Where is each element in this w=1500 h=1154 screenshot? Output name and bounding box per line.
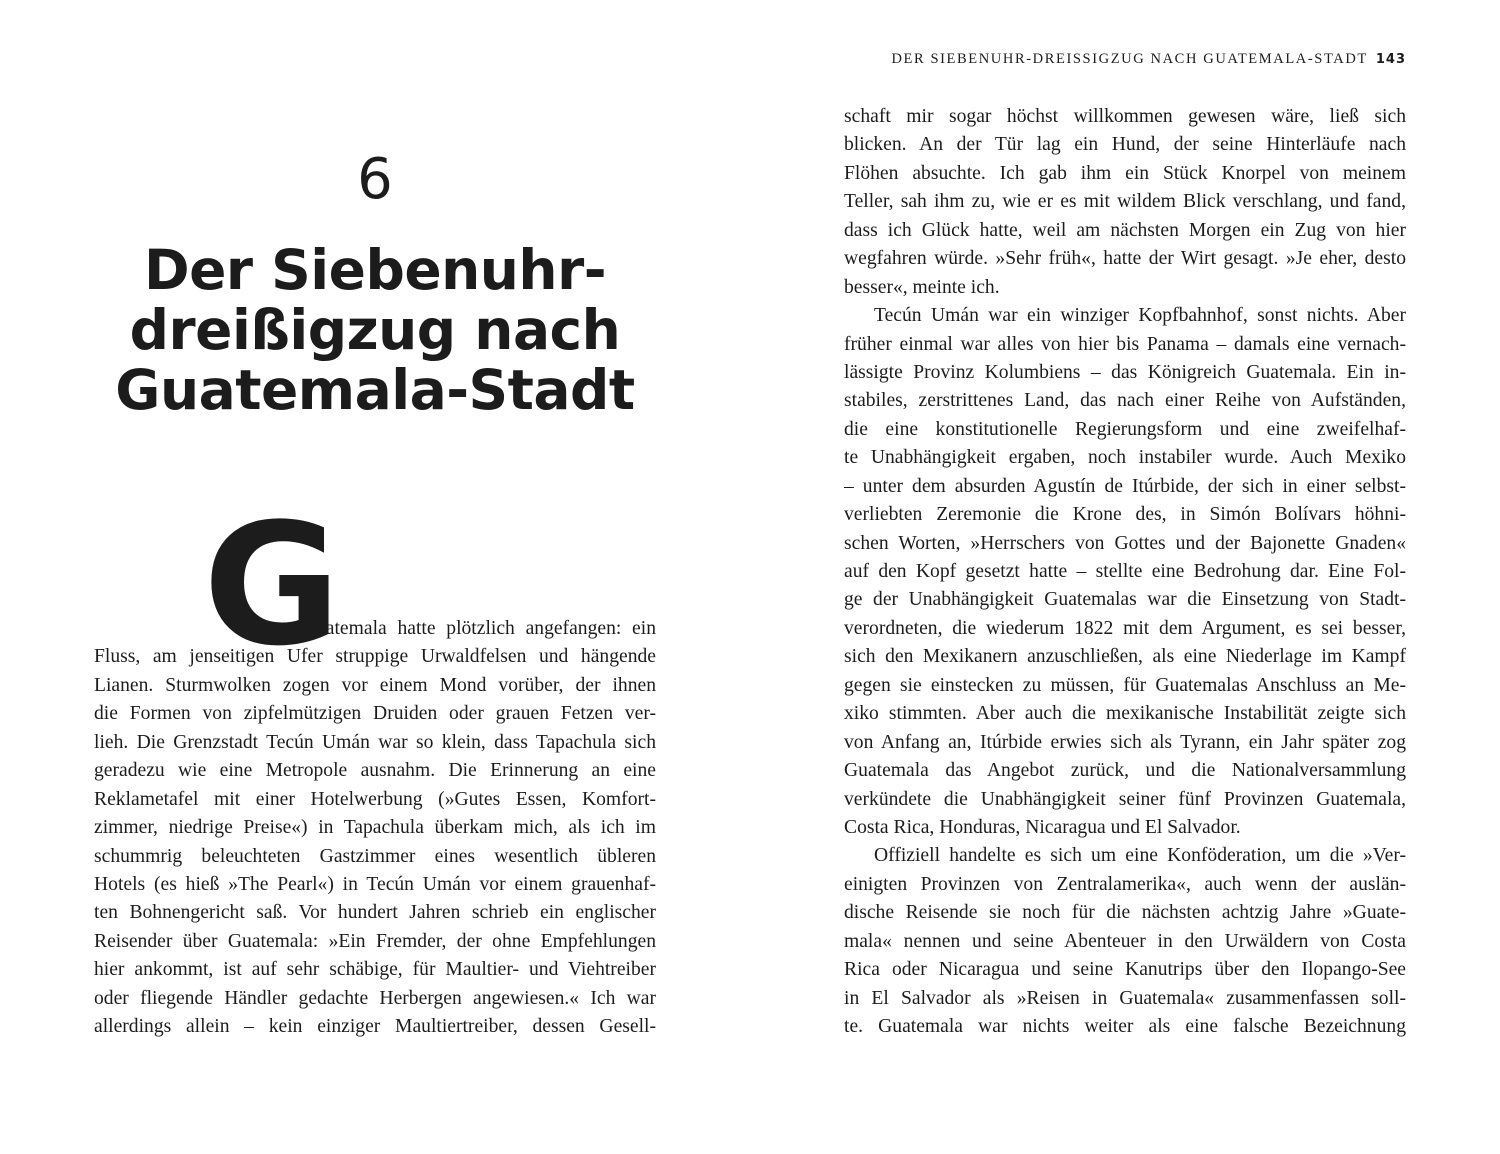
chapter-title-line: Der Siebenuhr- xyxy=(143,238,607,302)
text-line: dische Reisende sie noch für die nächsten achtzig Jahre »Guate- xyxy=(844,902,1406,924)
text-line: lieh. Die Grenzstadt Tecún Umán war so klein, dass Tapachula sich xyxy=(94,731,656,753)
text-line: von Anfang an, Itúrbide erwies sich als Tyrann, ein Jahr später zog xyxy=(844,731,1406,753)
text-line: oder fliegende Händler gedachte Herbergen angewiesen.« Ich war xyxy=(94,987,656,1009)
text-line: te. Guatemala war nichts weiter als eine falsche Bezeichnung xyxy=(844,1016,1406,1037)
text-line: die eine konstitutionelle Regierungsform und eine zweifelhaf- xyxy=(844,418,1406,440)
text-line: dass ich Glück hatte, weil am nächsten Morgen ein Zug von hier xyxy=(844,219,1406,241)
text-line: ten Bohnengericht saß. Vor hundert Jahren schrieb ein englischer xyxy=(94,902,656,924)
text-line: ge der Unabhängigkeit Guatemalas war die Einsetzung von Stadt- xyxy=(844,589,1406,611)
text-line: stabiles, zerstrittenes Land, das nach einer Reihe von Aufständen, xyxy=(844,390,1406,412)
text-line: schaft mir sogar höchst willkommen gewesen wäre, ließ sich xyxy=(844,106,1406,127)
text-line: Costa Rica, Honduras, Nicaragua und El Salvador. xyxy=(844,816,1241,838)
page-number: 143 xyxy=(1375,52,1406,67)
text-line: Tecún Umán war ein winziger Kopfbahnhof, sonst nichts. Aber xyxy=(874,305,1406,327)
text-line: te Unabhängigkeit ergaben, noch instabiler wurde. Auch Mexiko xyxy=(844,447,1406,469)
text-line: zimmer, niedrige Preise«) in Tapachula überkam mich, als ich im xyxy=(94,817,656,839)
chapter-title-line: dreißigzug nach xyxy=(129,298,621,362)
text-line: xiko stimmten. Aber auch die mexikanische Instabilität zeigte sich xyxy=(844,703,1406,725)
text-line: Lianen. Sturmwolken zogen vor einem Mond vorüber, der ihnen xyxy=(94,674,656,696)
text-line: hier ankommt, ist auf sehr schäbige, für Maultier- und Viehtreiber xyxy=(94,959,656,981)
chapter-title-line: Guatemala-Stadt xyxy=(115,358,635,422)
text-line: verordneten, die wiederum 1822 mit dem Argument, es sei besser, xyxy=(844,617,1406,639)
chapter-title xyxy=(94,240,656,420)
running-head xyxy=(844,48,1406,70)
text-line: uatemala hatte plötzlich angefangen: ein xyxy=(316,618,656,639)
text-line: allerdings allein – kein einziger Maultiertreiber, dessen Gesell- xyxy=(94,1016,656,1038)
drop-cap: G xyxy=(203,487,341,683)
text-line: Rica oder Nicaragua und seine Kanutrips über den Ilopango-See xyxy=(844,959,1406,981)
text-line: verliebten Zeremonie die Krone des, in Simón Bolívars höhni- xyxy=(844,504,1406,526)
text-line: blicken. An der Tür lag ein Hund, der seine Hinterläufe nach xyxy=(844,134,1406,156)
text-line: Reisender über Guatemala: »Ein Fremder, der ohne Empfehlungen xyxy=(94,930,656,952)
text-line: gegen sie einstecken zu müssen, für Guatemalas Anschluss an Me- xyxy=(844,674,1406,696)
text-line: wegfahren würde. »Sehr früh«, hatte der Wirt gesagt. »Je eher, desto xyxy=(844,248,1406,270)
text-line: Guatemala das Angebot zurück, und die Nationalversammlung xyxy=(844,760,1406,782)
text-line: die Formen von zipfelmützigen Druiden oder grauen Fetzen ver- xyxy=(94,703,656,725)
text-line: geradezu wie eine Metropole ausnahm. Die Erinnerung an eine xyxy=(94,760,656,782)
text-line: – unter dem absurden Agustín de Itúrbide, der sich in einer selbst- xyxy=(844,475,1406,497)
text-line: Reklametafel mit einer Hotelwerbung (»Gutes Essen, Komfort- xyxy=(94,788,656,810)
text-line: Hotels (es hieß »The Pearl«) in Tecún Umán vor einem grauenhaf- xyxy=(94,873,656,895)
text-line: schen Worten, »Herrschers von Gottes und der Bajonette Gnaden« xyxy=(844,532,1406,554)
text-line: sich den Mexikanern anzuschließen, als eine Niederlage im Kampf xyxy=(844,646,1406,668)
text-line: einigten Provinzen von Zentralamerika«, auch wenn der auslän- xyxy=(844,873,1406,895)
text-line: Flöhen absuchte. Ich gab ihm ein Stück Knorpel von meinem xyxy=(844,162,1406,184)
running-head-title: DER SIEBENUHR-DREISSIGZUG NACH GUATEMALA-STADT xyxy=(891,51,1368,67)
chapter-number: 6 xyxy=(357,147,393,212)
text-line: in El Salvador als »Reisen in Guatemala« zusammenfassen soll- xyxy=(844,987,1406,1009)
text-line: besser«, meinte ich. xyxy=(844,276,1000,298)
text-line: Fluss, am jenseitigen Ufer struppige Urwaldfelsen und hängende xyxy=(94,646,656,668)
text-line: früher einmal war alles von hier bis Panama – damals eine vernach- xyxy=(844,333,1406,355)
text-line: schummrig beleuchteten Gastzimmer eines wesentlich übleren xyxy=(94,845,656,867)
text-line: Offiziell handelte es sich um eine Konföderation, um die »Ver- xyxy=(874,845,1406,867)
text-line: mala« nennen und seine Abenteuer in den Urwäldern von Costa xyxy=(844,930,1406,952)
text-line: Teller, sah ihm zu, wie er es mit wildem Blick verschlang, und fand, xyxy=(844,191,1406,213)
text-line: verkündete die Unabhängigkeit seiner fünf Provinzen Guatemala, xyxy=(844,788,1406,810)
text-line: lässigte Provinz Kolumbiens – das Königreich Guatemala. Ein in- xyxy=(844,361,1406,383)
text-line: auf den Kopf gesetzt hatte – stellte eine Bedrohung dar. Eine Fol- xyxy=(844,561,1406,582)
right-body-text xyxy=(844,103,1406,1041)
left-body-text xyxy=(94,615,656,1042)
